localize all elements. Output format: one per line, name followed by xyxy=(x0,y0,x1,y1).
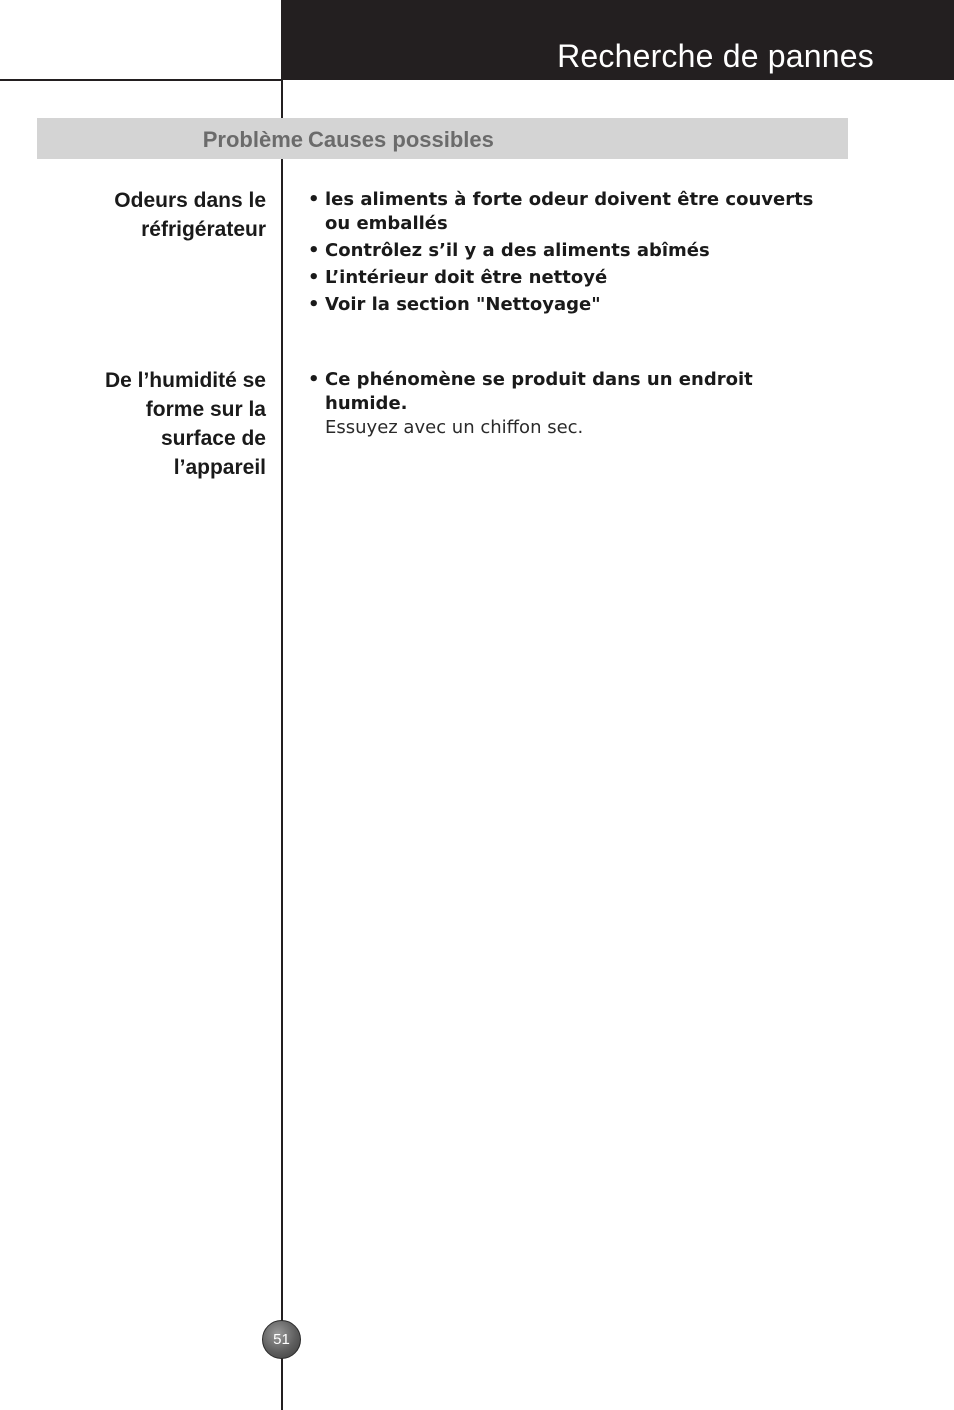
causes-list-odors xyxy=(308,188,828,320)
header-bar xyxy=(281,0,954,80)
column-header-bar xyxy=(37,118,848,159)
bullet-icon: • xyxy=(308,240,320,261)
cause-text: Contrôlez s’il y a des aliments abîmés xyxy=(325,240,710,261)
problem-odors xyxy=(16,186,266,244)
problem-line: l’appareil xyxy=(173,456,266,479)
bullet-icon: • xyxy=(308,267,320,288)
causes-list-humidity xyxy=(308,368,828,440)
bullet-icon: • xyxy=(308,369,320,390)
problem-line: forme sur la xyxy=(145,398,266,421)
cause-item xyxy=(308,239,828,263)
problem-humidity xyxy=(16,366,266,482)
column-divider xyxy=(281,80,283,1410)
column-header-causes: Causes possibles xyxy=(308,127,494,152)
problem-line: Odeurs dans le xyxy=(114,189,266,212)
cause-item xyxy=(308,368,828,416)
cause-item xyxy=(308,293,828,317)
cause-text: Voir la section "Nettoyage" xyxy=(325,294,601,315)
cause-text: L’intérieur doit être nettoyé xyxy=(325,267,608,288)
problem-line: surface de xyxy=(160,427,266,450)
page-number-badge: 51 xyxy=(262,1320,301,1359)
top-rule xyxy=(0,79,282,81)
cause-item xyxy=(308,188,828,236)
problem-line: De l’humidité se xyxy=(104,369,266,392)
column-header-problem: Problème xyxy=(202,127,303,152)
problem-line: réfrigérateur xyxy=(141,218,266,241)
cause-item xyxy=(308,266,828,290)
cause-text: les aliments à forte odeur doivent être couverts ou emballés xyxy=(325,189,814,234)
bullet-icon: • xyxy=(308,189,320,210)
bullet-icon: • xyxy=(308,294,320,315)
cause-text: Ce phénomène se produit dans un endroit humide. xyxy=(325,369,753,414)
cause-note: Essuyez avec un chiffon sec. xyxy=(325,417,584,438)
page-title: Recherche de pannes xyxy=(557,38,874,74)
